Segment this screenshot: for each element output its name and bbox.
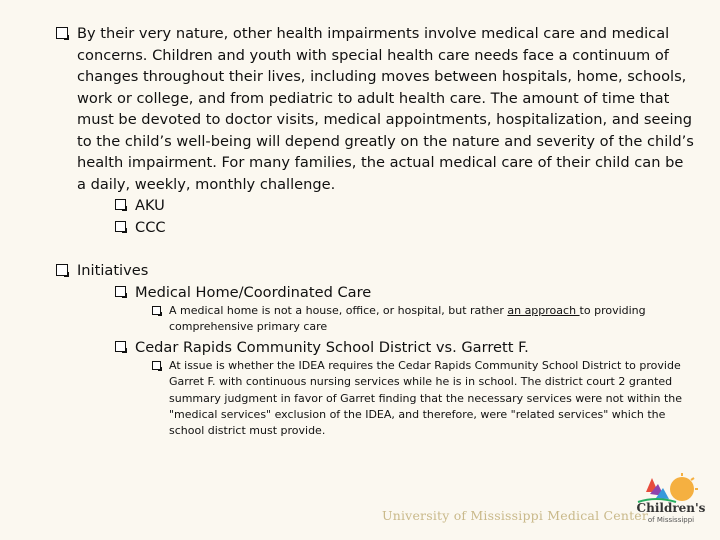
bullet-medical-home-definition [152, 303, 682, 336]
checkbox-bullet-icon [56, 27, 68, 39]
childrens-logo [636, 472, 706, 530]
medical-home-text: Medical Home/Coordinated Care [135, 284, 372, 301]
bullet-initiatives [56, 260, 148, 282]
bullet-ccc [115, 217, 166, 239]
checkbox-bullet-icon [56, 264, 68, 276]
footer-institution: University of Mississippi Medical Center [382, 508, 649, 523]
bullet-aku [115, 195, 165, 217]
checkbox-bullet-icon [115, 221, 126, 232]
definition-underlined: an approach [507, 304, 580, 317]
checkbox-bullet-icon [115, 286, 126, 297]
checkbox-bullet-icon [152, 361, 161, 370]
checkbox-bullet-icon [152, 306, 161, 315]
cedar-rapids-detail-text: At issue is whether the IDEA requires the Cedar Rapids Community School District to provide Garret F. with continuous nursing services while he is in school. The district court 2 granted summary judgment in favor of Garret finding that the necessary services were not within the "medical services" exclusion of the IDEA, and therefore, were "related services" which the school district must provide. [169, 359, 683, 438]
cedar-rapids-text: Cedar Rapids Community School District vs. Garrett F. [135, 339, 529, 356]
definition-post: to providing comprehensive primary care [169, 304, 646, 334]
medical-home-definition-text [169, 303, 682, 336]
bullet-medical-home [115, 282, 371, 304]
ccc-text: CCC [135, 219, 166, 236]
intro-text: By their very nature, other health impairments involve medical care and medical concerns. Children and youth with special health care needs face a continuum of changes throughout their lives, including moves between hospitals, home, schools, work or college, and from pediatric to adult health care. The amount of time that must be devoted to doctor visits, medical appointments, hospitalization, and seeing to the child’s well-being will depend greatly on the nature and severity of the child’s health impairment. For many families, the actual medical care of their child can be a daily, weekly, monthly challenge. [77, 25, 694, 193]
initiatives-text: Initiatives [77, 262, 149, 279]
checkbox-bullet-icon [115, 341, 126, 352]
definition-pre: A medical home is not a house, office, or hospital, but rather [169, 304, 508, 317]
checkbox-bullet-icon [115, 199, 126, 210]
bullet-cedar-rapids [115, 337, 529, 359]
logo-name: Children's [636, 501, 706, 515]
logo-subtitle: of Mississippi [647, 516, 695, 524]
bullet-intro [56, 23, 696, 195]
aku-text: AKU [135, 197, 165, 214]
bullet-cedar-rapids-detail [152, 358, 692, 439]
